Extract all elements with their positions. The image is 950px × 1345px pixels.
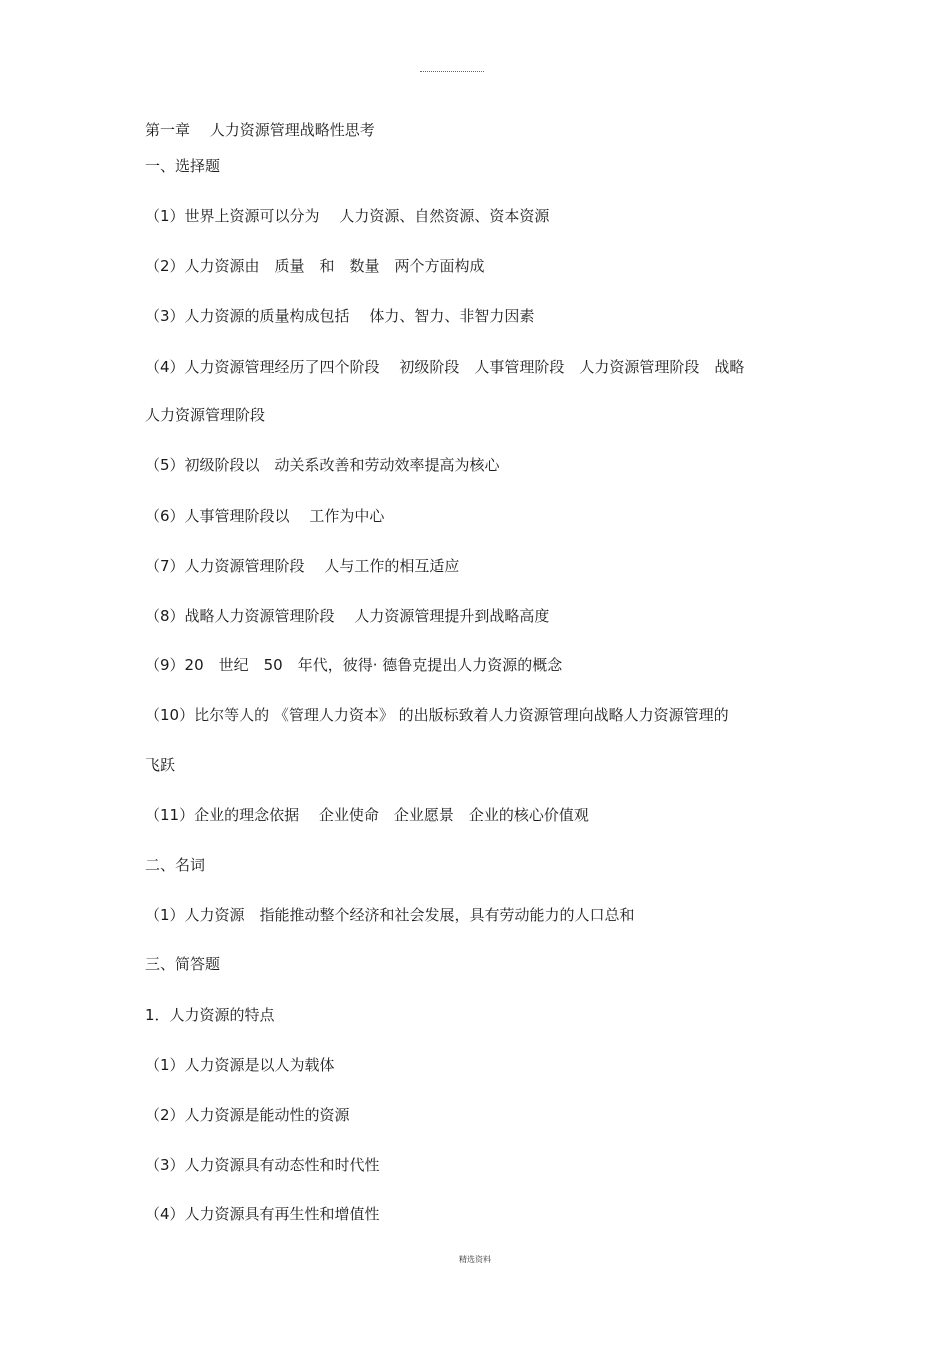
- answer-item: （2）人力资源是能动性的资源: [145, 1106, 350, 1124]
- page-footer: 精选资料: [459, 1255, 491, 1264]
- term-item: （1）人力资源 指能推动整个经济和社会发展，具有劳动能力的人口总和: [145, 906, 635, 924]
- section-heading-terms: 二、名词: [145, 856, 206, 874]
- answer-item: （1）人力资源是以人为载体: [145, 1056, 335, 1074]
- choice-item: （5）初级阶段以 动关系改善和劳动效率提高为核心: [145, 456, 500, 474]
- choice-item: （4）人力资源管理经历了四个阶段 初级阶段 人事管理阶段 人力资源管理阶段 战略: [145, 358, 745, 376]
- choice-item: （11）企业的理念依据 企业使命 企业愿景 企业的核心价值观: [145, 806, 589, 824]
- section-heading-choice: 一、选择题: [145, 157, 221, 175]
- choice-item: （3）人力资源的质量构成包括 体力、智力、非智力因素: [145, 307, 535, 325]
- answer-item: （4）人力资源具有再生性和增值性: [145, 1205, 380, 1223]
- choice-item: （6）人事管理阶段以 工作为中心: [145, 507, 385, 525]
- section-heading-short-answer: 三、简答题: [145, 955, 221, 973]
- choice-item: （9）20 世纪 50 年代，彼得· 德鲁克提出人力资源的概念: [145, 656, 563, 674]
- choice-item: （8）战略人力资源管理阶段 人力资源管理提升到战略高度: [145, 607, 550, 625]
- top-dotted-rule: [420, 71, 484, 72]
- choice-item: （2）人力资源由 质量 和 数量 两个方面构成: [145, 257, 485, 275]
- choice-item: （10）比尔等人的 《管理人力资本》 的出版标致着人力资源管理向战略人力资源管理的: [145, 706, 729, 724]
- question-title: 1．人力资源的特点: [145, 1006, 275, 1024]
- answer-item: （3）人力资源具有动态性和时代性: [145, 1156, 380, 1174]
- choice-item: （1）世界上资源可以分为 人力资源、自然资源、资本资源: [145, 207, 550, 225]
- choice-item: （7）人力资源管理阶段 人与工作的相互适应: [145, 557, 460, 575]
- chapter-title: 第一章 人力资源管理战略性思考: [145, 121, 375, 139]
- choice-item-continuation: 人力资源管理阶段: [145, 406, 266, 424]
- choice-item-continuation: 飞跃: [145, 756, 176, 774]
